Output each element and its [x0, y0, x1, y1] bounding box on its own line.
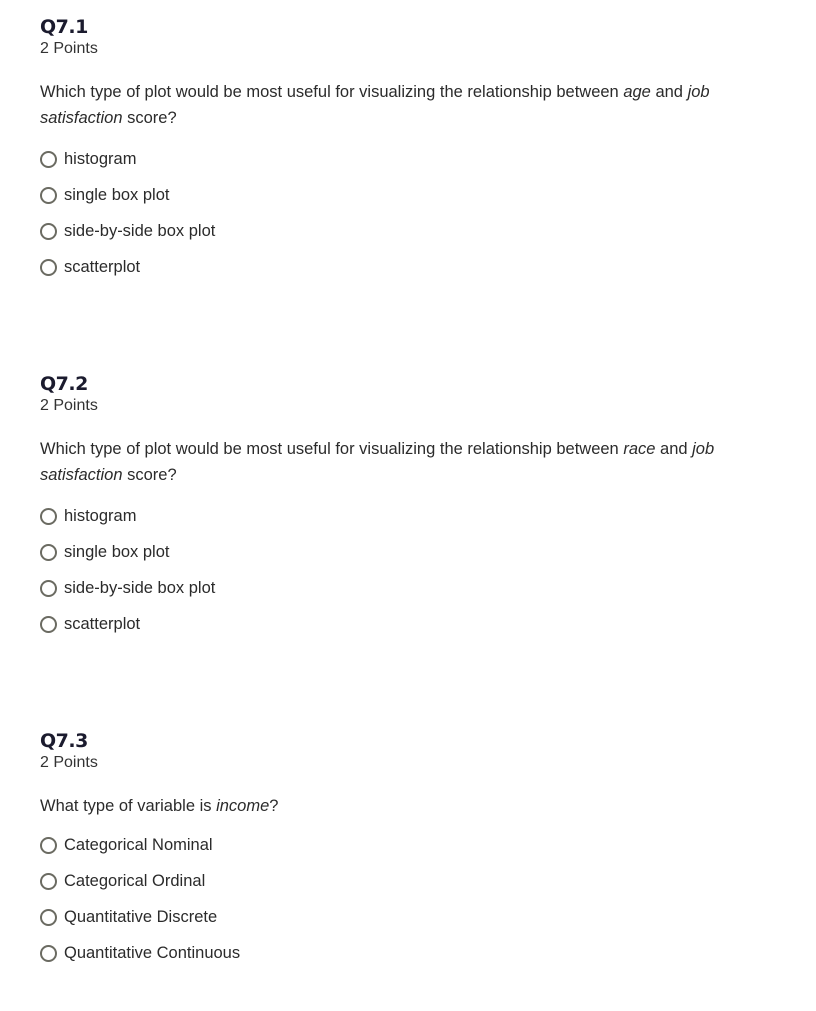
option-side-by-side-box-plot[interactable] [40, 213, 780, 249]
prompt-text: ? [269, 797, 279, 815]
option-histogram[interactable] [40, 498, 780, 534]
answer-options [40, 498, 780, 642]
option-categorical-ordinal[interactable] [40, 863, 780, 899]
option-label: Categorical Ordinal [64, 872, 206, 890]
answer-options [40, 827, 780, 971]
option-scatterplot[interactable] [40, 606, 780, 642]
radio-button[interactable] [40, 151, 57, 168]
option-label: Quantitative Discrete [64, 908, 218, 926]
radio-button[interactable] [40, 187, 57, 204]
answer-options [40, 141, 780, 285]
prompt-emphasis: income [216, 797, 270, 815]
prompt-text: score? [122, 466, 177, 484]
option-quantitative-continuous[interactable] [40, 935, 780, 971]
option-label: scatterplot [64, 615, 141, 633]
option-label: single box plot [64, 543, 170, 561]
prompt-emphasis: job satisfaction [40, 440, 715, 484]
question-prompt [40, 793, 780, 819]
option-quantitative-discrete[interactable] [40, 899, 780, 935]
question-q7-2 [40, 372, 780, 642]
radio-button[interactable] [40, 508, 57, 525]
prompt-text: and [655, 440, 693, 458]
option-single-box-plot[interactable] [40, 177, 780, 213]
prompt-text: Which type of plot would be most useful for visualizing the relationship between [40, 83, 624, 101]
prompt-text: and [650, 83, 688, 101]
prompt-emphasis: age [623, 83, 651, 101]
radio-button[interactable] [40, 616, 57, 633]
radio-button[interactable] [40, 544, 57, 561]
question-title: Q7.1 [40, 16, 88, 38]
option-label: single box plot [64, 186, 170, 204]
question-q7-1 [40, 15, 780, 285]
option-label: Categorical Nominal [64, 836, 213, 854]
radio-button[interactable] [40, 873, 57, 890]
radio-button[interactable] [40, 909, 57, 926]
option-label: side-by-side box plot [64, 222, 216, 240]
radio-button[interactable] [40, 945, 57, 962]
option-label: side-by-side box plot [64, 579, 216, 597]
question-title: Q7.2 [40, 373, 88, 395]
option-label: histogram [64, 507, 137, 525]
question-prompt [40, 436, 780, 488]
option-scatterplot[interactable] [40, 249, 780, 285]
option-label: Quantitative Continuous [64, 944, 241, 962]
prompt-emphasis: job satisfaction [40, 83, 710, 127]
question-points: 2 Points [40, 397, 98, 414]
option-label: histogram [64, 150, 137, 168]
option-single-box-plot[interactable] [40, 534, 780, 570]
question-q7-3 [40, 729, 780, 971]
option-categorical-nominal[interactable] [40, 827, 780, 863]
option-side-by-side-box-plot[interactable] [40, 570, 780, 606]
prompt-text: score? [122, 109, 177, 127]
question-points: 2 Points [40, 754, 98, 771]
question-title: Q7.3 [40, 730, 88, 752]
prompt-text: Which type of plot would be most useful for visualizing the relationship between [40, 440, 624, 458]
prompt-emphasis: race [623, 440, 656, 458]
option-histogram[interactable] [40, 141, 780, 177]
question-prompt [40, 79, 780, 131]
option-label: scatterplot [64, 258, 141, 276]
radio-button[interactable] [40, 580, 57, 597]
radio-button[interactable] [40, 223, 57, 240]
radio-button[interactable] [40, 259, 57, 276]
prompt-text: What type of variable is [40, 797, 217, 815]
question-points: 2 Points [40, 40, 98, 57]
radio-button[interactable] [40, 837, 57, 854]
